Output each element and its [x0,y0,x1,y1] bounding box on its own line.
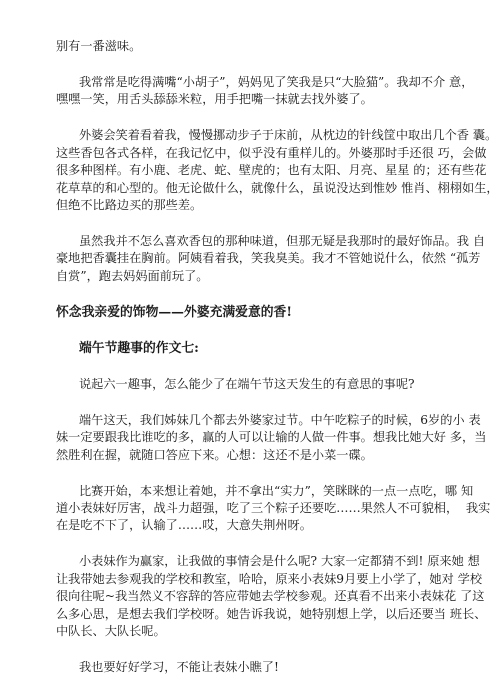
text-line: 端午这天，我们姊妹几个都去外婆家过节。中午吃粽子的时候，6岁的小 表 [79,412,481,427]
text-line: 外婆会笑着看着我，慢慢挪动步子于床前，从枕边的针线筐中取出几个香 囊。 [79,128,498,143]
section-heading-grandma-sachet: 怀念我亲爱的饰物——外婆充满爱意的香! [56,304,292,320]
text-line: 然胜利在握，就随口答应下来。心想：这还不是小菜一碟。 [56,447,373,462]
text-line: 在是吃不下了，认输了……哎，大意失荆州呀。 [56,518,312,533]
text-line: 小表妹作为赢家，让我做的事情会是什么呢? 大家一定都猜不到! 原来她 想 [79,554,480,569]
section-heading-essay-seven: 端午节趣事的作文七: [79,340,199,356]
text-line: 么多心思，是想去我们学校呀。她告诉我说，她特别想上学，以后还要当 班长、 [56,606,487,621]
text-line: 嘿嘿一笑，用舌头舔舔米粒，用手把嘴一抹就去找外婆了。 [56,92,373,107]
text-line: 道小表妹好厉害，战斗力超强，吃了三个粽子还要吃……果然人不可貌相， 我实 [56,501,491,515]
text-line: 比赛开始，本来想让着她，并不拿出“实力”，笑眯眯的一点一点吃，哪 知 [79,483,474,498]
text-line: 妹一定要跟我比谁吃的多，赢的人可以让输的人做一件事。想我比她大好 多，当 [56,430,487,445]
text-line: 我也要好好学习，不能让表妹小瞧了! [79,660,279,674]
text-line: 很向往呢~我当然义不容辞的答应带她去学校参观。还真看不出来小表妹花 了这 [56,589,485,604]
text-line: 很多种图样。有小鹿、老虎、蛇、壁虎的；也有太阳、月亮、星星 的；还有些花 [56,163,487,178]
text-line: 自赏”，跑去妈妈面前玩了。 [56,268,209,283]
text-line: 这些香包各式各样，在我记忆中，似乎没有重样儿的。外婆那时手还很 巧，会做 [56,145,487,160]
text-line: 别有一番滋味。 [56,39,142,53]
text-line: 豪地把香囊挂在胸前。阿姨看着我，笑我臭美。我才不管她说什么，依然 “孤芳 [56,251,481,266]
text-line: 我常常是吃得满嘴“小胡子”，妈妈见了笑我是只“大脸猫”。我却不介 意， [79,75,474,89]
text-line: 花草草的和心型的。他无论做什么，就像什么，虽说没达到惟妙 惟肖、栩栩如生， [56,180,499,195]
text-line: 虽然我并不怎么喜欢香包的那种味道，但那无疑是我那时的最好饰品。我 自 [79,234,486,248]
text-line: 但绝不比路边买的那些差。 [56,198,203,212]
text-line: 说起六一趣事，怎么能少了在端午节这天发生的有意思的事呢? [79,376,415,391]
text-line: 让我带她去参观我的学校和教室，哈哈，原来小表妹9月要上小学了，她对 学校 [56,571,483,586]
text-line: 中队长、大队长呢。 [56,624,166,638]
